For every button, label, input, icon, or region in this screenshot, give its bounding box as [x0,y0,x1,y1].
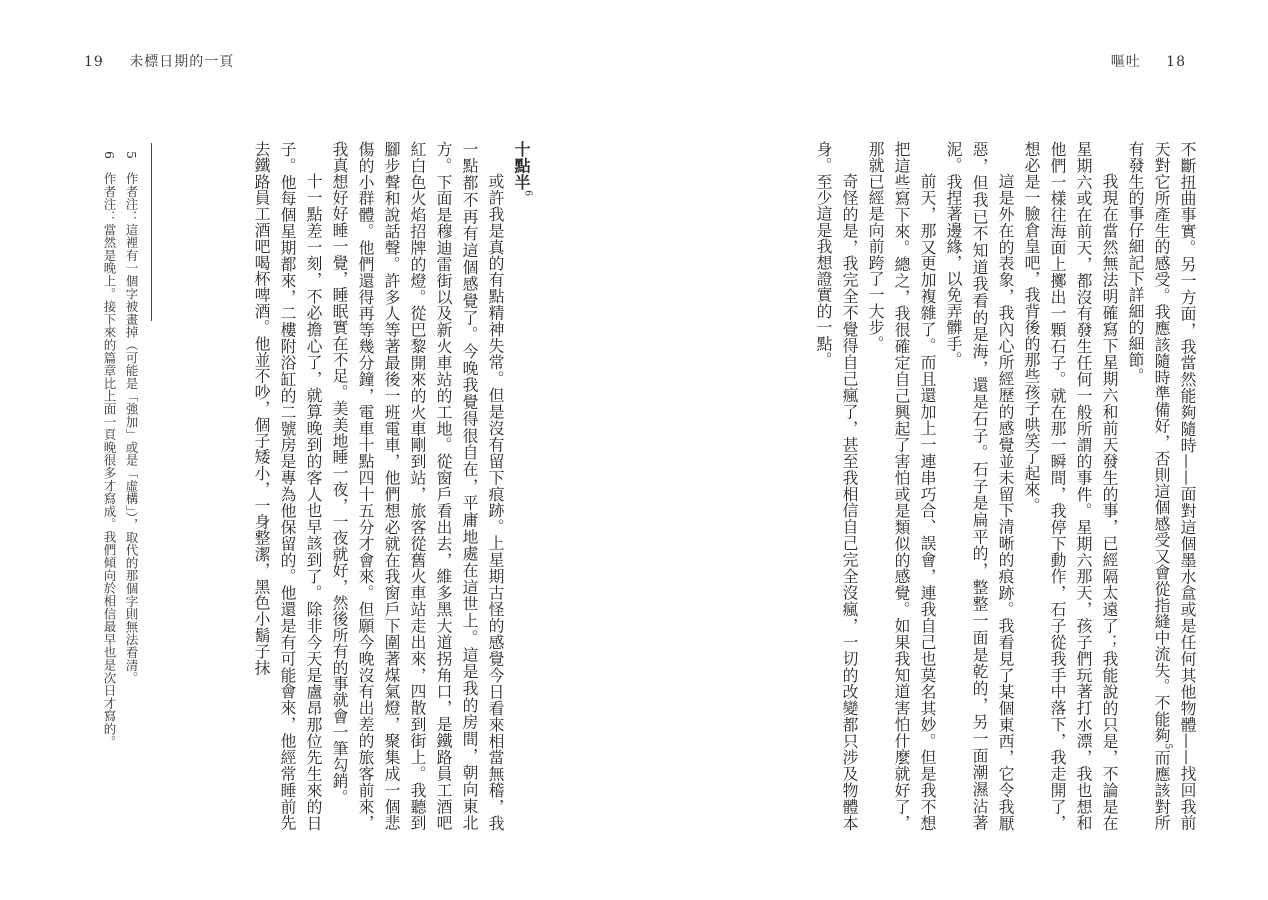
right-book-title: 嘔吐 [1110,54,1141,70]
footnote-divider [151,143,152,321]
paragraph: 前天，那又更加複雜了。而且還加上一連串巧合、誤會，連我自己也莫名其妙。但是我不想把這些寫下來。總之，我很確定自己興起了害怕或是類似的感覺。如果我知道害怕什麼就好了，那就已經是向前跨了一大步。 [866,141,937,831]
paragraph: 這是外在的表象，我內心所經歷的感覺並未留下清晰的痕跡。我看見了某個東西，它令我厭惡，但我已不知道我看的是海，還是石子。石子是扁平的，整整一面是乾的，另一面潮濕沾著泥。我捏著邊緣，以免弄髒手。 [944,141,1015,831]
footnote-ref-6: 6 [522,190,533,197]
right-page-body [740,141,1200,831]
left-page-number: 19 [84,54,104,70]
section-heading: 十點半$^6$ [512,141,533,197]
paragraph: 十一點差一刻，不必擔心了，就算晚到的客人也早該到了。除非今天是盧昂那位先生來的日子。他每個星期都來，二樓附浴缸的二號房是專為他保留的。他還是有可能會來，他經常睡前先去鐵路員工酒吧喝杯啤酒。他並不吵，個子矮小，一身整潔，黑色小鬍子抹 [252,141,323,831]
right-page-number: 18 [1166,54,1186,70]
paragraph: 不斷扭曲事實。另一方面，我當然能夠隨時——面對這個墨水盒或是任何其他物體——找回我前天對它所產生的感受。我應該隨時準備好，否則這個感受又會從指縫中流失。不能夠$^5$而應該對所有發生的事仔細記下詳細的細節。 [1126,141,1197,832]
footnote: 5 作者注：這裡有一個字被畫掉（可能是「強加」或是「虛構」），取代的那個字則無法看清。 [124,151,139,685]
paragraph: 或許我是真的有點精神失常。但是沒有留下痕跡。上星期古怪的感覺今日看來相當無稽，我一點都不再有這個感覺了。今晚我覺得很自在，平庸地處在這世上。這是我的房間，朝向東北方。下面是穆迪雷街以及新火車站的工地。從窗戶看出去，維多黑大道拐角口，是鐵路員工酒吧紅白色火焰招牌的燈。從巴黎開來的火車剛到站，旅客從舊火車站走出來，四散到街上。我聽到腳步聲和說話聲。許多人等著最後一班電車，他們想必就在我窗戶下圍著煤氣燈，聚集成一個悲傷的小群體。他們還得再等幾分鐘，電車十點四十五分才會來。但願今晚沒有出差的旅客前來，我真想好好睡一覺，睡眠實在不足。美美地睡一夜，一夜就好，然後所有的事就會一筆勾銷。 [330,141,505,831]
footnotes [94,151,142,831]
left-page-body [144,141,534,831]
footnote-ref-5: 5 [1162,743,1173,750]
paragraph: 我現在當然無法明確寫下星期六和前天發生的事，已經隔太遠了；我能說的只是，不論是在星期六或在前天，都沒有發生任何一般所謂的事件。星期六那天，孩子們玩著打水漂，我也想和他們一樣往海面上擲出一顆石子。就在那一瞬間，我停下動作，石子從我手中落下，我走開了，想必是一臉倉皇吧，我背後的那些孩子哄笑了起來。 [1022,141,1119,831]
left-page [74,141,534,831]
left-running-header [84,51,234,71]
footnote: 6 作者注：當然是晚上。接下來的篇章比上面一頁晚很多才寫成。我們傾向於相信最早也是次日才寫的。 [102,151,117,749]
right-running-header [1111,51,1186,71]
paragraph: 奇怪的是，我完全不覺得自己瘋了，甚至我相信自己完全沒瘋，一切的改變都只涉及物體本身。至少這是我想證實的一點。 [814,141,859,831]
right-page [740,141,1200,831]
left-chapter-title: 未標日期的一頁 [129,54,235,70]
